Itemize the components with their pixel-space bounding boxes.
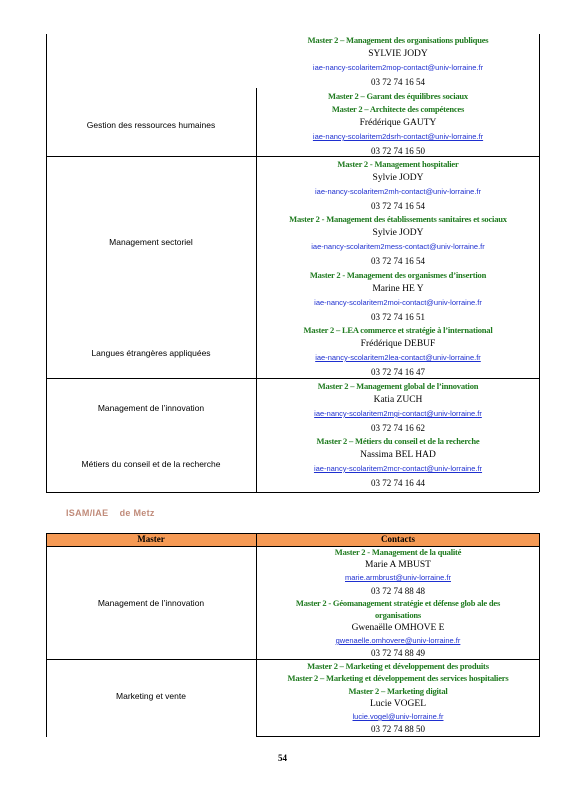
master-program-title: Master 2 - Management des établissements sanitaires et sociaux: [289, 214, 507, 224]
contact-email-link[interactable]: iae-nancy-scolaritem2mgi-contact@univ-lorraine.fr: [314, 409, 482, 418]
contact-phone: 03 72 74 16 44: [371, 478, 425, 488]
table1-bottom-border: [46, 492, 539, 493]
master-program-title: Master 2 - Géomanagement stratégie et défense glob ale des: [295, 598, 501, 608]
table1-col-divider: [256, 88, 257, 492]
contact-email-link[interactable]: iae-nancy-scolaritem2mess-contact@univ-lorraine.fr: [311, 242, 485, 251]
table2-bottom-border: [256, 736, 539, 737]
contact-name: Frédérique GAUTY: [359, 118, 437, 128]
contact-name: Marine HE Y: [372, 284, 424, 294]
contact-email-link[interactable]: iae-nancy-scolaritem2mcr-contact@univ-lorraine.fr: [313, 464, 483, 473]
master-program-title: Master 2 – Métiers du conseil et de la recherche: [316, 436, 480, 446]
contact-name: Lucie VOGEL: [369, 699, 427, 709]
master-program-title: organisations: [374, 610, 422, 620]
contact-phone: 03 72 74 88 48: [371, 586, 425, 596]
table2-header-contacts: Contacts: [381, 534, 415, 544]
contact-email-link[interactable]: iae-nancy-scolaritem2dsrh-contact@univ-lorraine.fr: [312, 132, 484, 141]
contact-name: Marie A MBUST: [365, 560, 431, 570]
program-label-langues: Langues étrangères appliquées: [91, 348, 211, 358]
contact-phone: 03 72 74 88 49: [371, 648, 425, 658]
contact-phone: 03 72 74 16 47: [371, 367, 425, 377]
table2-col-divider: [256, 533, 257, 737]
program-label-metz-innovation: Management de l’innovation: [97, 598, 205, 608]
contact-email-link[interactable]: marie.armbrust@univ-lorraine.fr: [345, 573, 451, 582]
contact-phone: 03 72 74 16 54: [371, 256, 425, 266]
master-program-title: Master 2 - Management des organismes d’insertion: [309, 270, 487, 280]
table2-right-border: [539, 533, 540, 737]
master-program-title: Master 2 – Marketing et développement des produits: [307, 661, 489, 671]
table2-header-master: Master: [137, 534, 165, 544]
master-program-title: Master 2 – Architecte des compétences: [331, 104, 465, 114]
program-label-grh: Gestion des ressources humaines: [86, 120, 216, 130]
table1-row-divider: [46, 378, 539, 379]
contact-email-link[interactable]: iae-nancy-scolaritem2moi-contact@univ-lorraine.fr: [314, 298, 482, 307]
master-program-title: Master 2 – Management global de l’innovation: [317, 381, 479, 391]
contact-name: Frédérique DEBUF: [360, 339, 436, 349]
contact-phone: 03 72 74 16 62: [371, 423, 425, 433]
contact-name: Nassima BEL HAD: [360, 450, 436, 460]
master-program-title: Master 2 – Garant des équilibres sociaux: [328, 91, 468, 101]
master-program-title: Master 2 - Management hospitalier: [337, 159, 459, 169]
contact-name: Sylvie JODY: [372, 228, 424, 238]
contact-email-link[interactable]: iae-nancy-scolaritem2mop-contact@univ-lorraine.fr: [312, 63, 484, 72]
master-program-title: Master 2 – Marketing et développement des services hospitaliers: [287, 673, 509, 683]
contact-phone: 03 72 74 88 50: [371, 724, 425, 734]
program-label-innovation: Management de l’innovation: [97, 403, 205, 413]
program-label-sectoriel: Management sectoriel: [109, 237, 193, 247]
contact-email-link[interactable]: iae-nancy-scolaritem2lea-contact@univ-lorraine.fr: [315, 353, 481, 362]
master-program-title: Master 2 - Management de la qualité: [334, 547, 462, 557]
contact-name: Gwenaëlle OMHOVE E: [351, 623, 445, 633]
contact-name: Sylvie JODY: [372, 173, 424, 183]
contact-email-link[interactable]: gwenaelle.omhovere@univ-lorraine.fr: [335, 636, 461, 645]
contact-name: Katia ZUCH: [373, 395, 423, 405]
page-number: 54: [278, 753, 287, 763]
table1-right-border: [539, 34, 540, 492]
contact-email-link[interactable]: iae-nancy-scolaritem2mh-contact@univ-lorraine.fr: [314, 187, 481, 196]
contact-phone: 03 72 74 16 54: [371, 201, 425, 211]
contact-phone: 03 72 74 16 50: [371, 146, 425, 156]
contact-name: SYLVIE JODY: [368, 49, 428, 59]
program-label-metz-marketing: Marketing et vente: [116, 691, 186, 701]
program-label-conseil: Métiers du conseil et de la recherche: [81, 459, 221, 469]
master-program-title: Master 2 – Marketing digital: [348, 686, 448, 696]
section-title-metz: ISAM/IAE de Metz: [66, 508, 155, 518]
contact-phone: 03 72 74 16 51: [371, 312, 425, 322]
master-program-title: Master 2 – Management des organisations publiques: [307, 35, 489, 45]
table1-left-border: [46, 34, 47, 492]
table2-left-border: [46, 533, 47, 737]
master-program-title: Master 2 – LEA commerce et stratégie à l’international: [303, 325, 493, 335]
contact-email-link[interactable]: lucie.vogel@univ-lorraine.fr: [352, 712, 444, 721]
contact-phone: 03 72 74 16 54: [371, 77, 425, 87]
